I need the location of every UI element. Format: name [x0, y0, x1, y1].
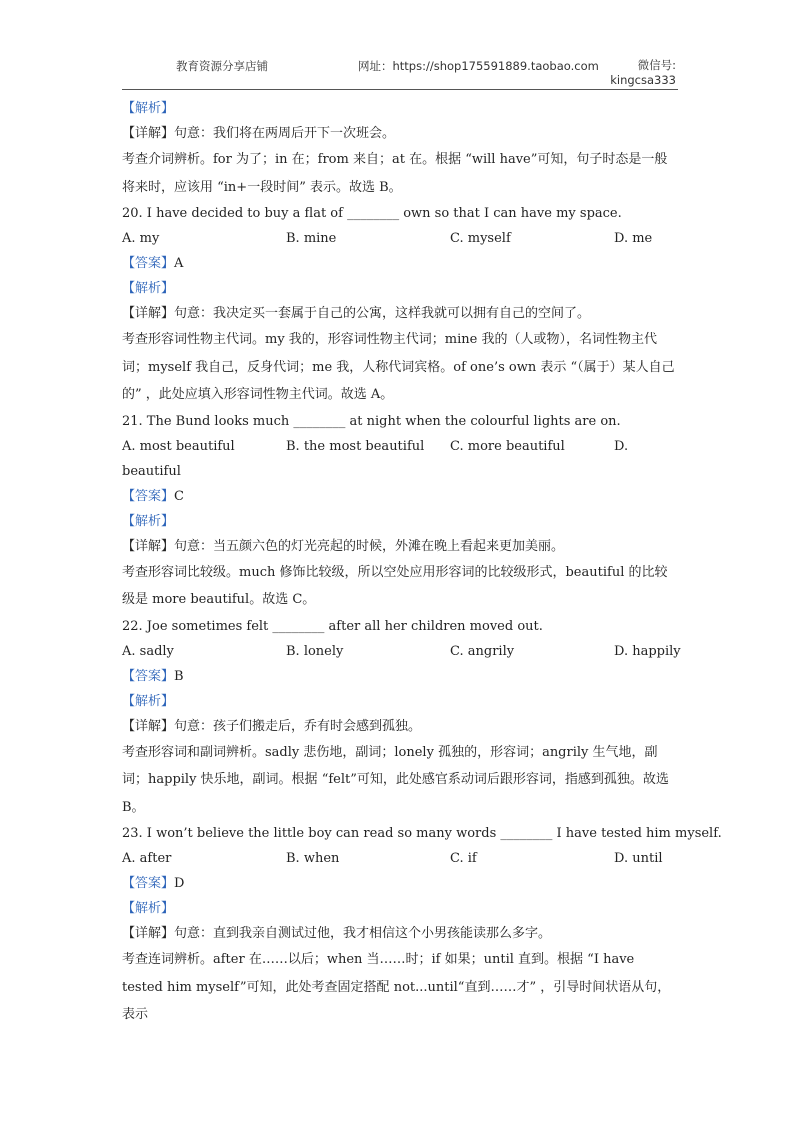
question-22: 22. Joe sometimes felt ________ after all her children moved out. [122, 618, 543, 634]
explanation-text: 考查介词辨析。for 为了；in 在；from 来自；at 在。根据 “will have”可知，句子时态是一般将来时，应该用 “in+一段时间” 表示。故选 B。 [122, 152, 668, 195]
explanation-text: 考查形容词和副词辨析。sadly 悲伤地，副词；lonely 孤独的，形容词；angrily 生气地，副词；happily 快乐地，副词。根据 “felt”可知，此处感官系动词后跟形容词，指感到孤独。故选 B。 [122, 744, 669, 815]
option-d-continued: beautiful [122, 463, 181, 479]
option-a: A. sadly [122, 643, 174, 659]
question-23: 23. I won’t believe the little boy can read so many words ________ I have tested him myself. [122, 826, 722, 841]
detail-text: 【详解】句意：我决定买一套属于自己的公寓，这样我就可以拥有自己的空间了。 [122, 306, 591, 321]
answer-line [122, 664, 678, 689]
option-d: D. until [614, 851, 663, 866]
options-20 [122, 226, 678, 251]
answer-value: B [174, 668, 184, 684]
option-c: C. more beautiful [450, 438, 565, 454]
explanation-text: 考查形容词比较级。much 修饰比较级，所以空处应用形容词的比较级形式，beautiful 的比较级是 more beautiful。故选 C。 [122, 564, 668, 607]
option-a: A. my [122, 231, 160, 246]
analysis-heading: 【解析】 [122, 693, 175, 709]
wechat-id: kingcsa333 [610, 73, 676, 87]
options-22 [122, 639, 681, 664]
option-b: B. when [286, 851, 340, 866]
answer-tag: 【答案】 [122, 876, 175, 891]
option-d: D. happily [614, 643, 681, 659]
analysis-heading: 【解析】 [122, 513, 175, 529]
option-c: C. angrily [450, 643, 515, 659]
option-c: C. if [450, 851, 477, 866]
option-c: C. myself [450, 231, 511, 246]
option-b: B. lonely [286, 643, 344, 659]
option-b: B. the most beautiful [286, 438, 425, 454]
page-header [122, 56, 678, 90]
header-divider [122, 89, 678, 90]
analysis-heading: 【解析】 [122, 901, 175, 916]
detail-text: 【详解】句意：当五颜六色的灯光亮起的时候，外滩在晚上看起来更加美丽。 [122, 538, 565, 554]
detail-text: 【详解】句意：直到我亲自测试过他，我才相信这个小男孩能读那么多字。 [122, 926, 552, 941]
question-20: 20. I have decided to buy a flat of ________ own so that I can have my space. [122, 206, 622, 221]
wechat-info [610, 58, 676, 88]
question-21: 21. The Bund looks much ________ at night when the colourful lights are on. [122, 413, 621, 429]
answer-value: C [174, 488, 184, 504]
explanation-text: 考查连词辨析。after 在……以后；when 当……时；if 如果；until 直到。根据 “I have tested him myself”可知，此处考查固定搭配 not...until“直到……才” ，引导时间状语从句，表示 [122, 952, 671, 1022]
detail-text: 【详解】句意：我们将在两周后开下一次班会。 [122, 126, 396, 141]
option-a: A. most beautiful [122, 438, 235, 454]
answer-value: D [174, 876, 185, 891]
shop-url: 网址：https://shop175591889.taobao.com [358, 59, 599, 73]
analysis-heading: 【解析】 [122, 101, 175, 116]
option-b: B. mine [286, 231, 337, 246]
shop-name: 教育资源分享店铺 [176, 59, 268, 73]
detail-text: 【详解】句意：孩子们搬走后，乔有时会感到孤独。 [122, 718, 422, 734]
explanation-text: 考查形容词性物主代词。my 我的，形容词性物主代词；mine 我的（人或物），名词性物主代词；myself 我自己，反身代词；me 我，人称代词宾格。of one’s own 表示 “（属于）某人自己的” ，此处应填入形容词性物主代词。故选 A。 [122, 332, 675, 402]
answer-line [122, 484, 678, 509]
option-d: D. [614, 438, 629, 454]
answer-tag: 【答案】 [122, 668, 175, 684]
answer-tag: 【答案】 [122, 488, 175, 504]
document-body [122, 96, 722, 1029]
answer-tag: 【答案】 [122, 256, 175, 271]
wechat-label: 微信号: [637, 58, 676, 72]
answer-line [122, 251, 678, 276]
analysis-heading: 【解析】 [122, 281, 175, 296]
options-23 [122, 846, 678, 871]
options-21 [122, 434, 678, 459]
option-a: A. after [122, 851, 172, 866]
option-d: D. me [614, 231, 653, 246]
answer-line [122, 871, 678, 896]
answer-value: A [174, 256, 184, 271]
